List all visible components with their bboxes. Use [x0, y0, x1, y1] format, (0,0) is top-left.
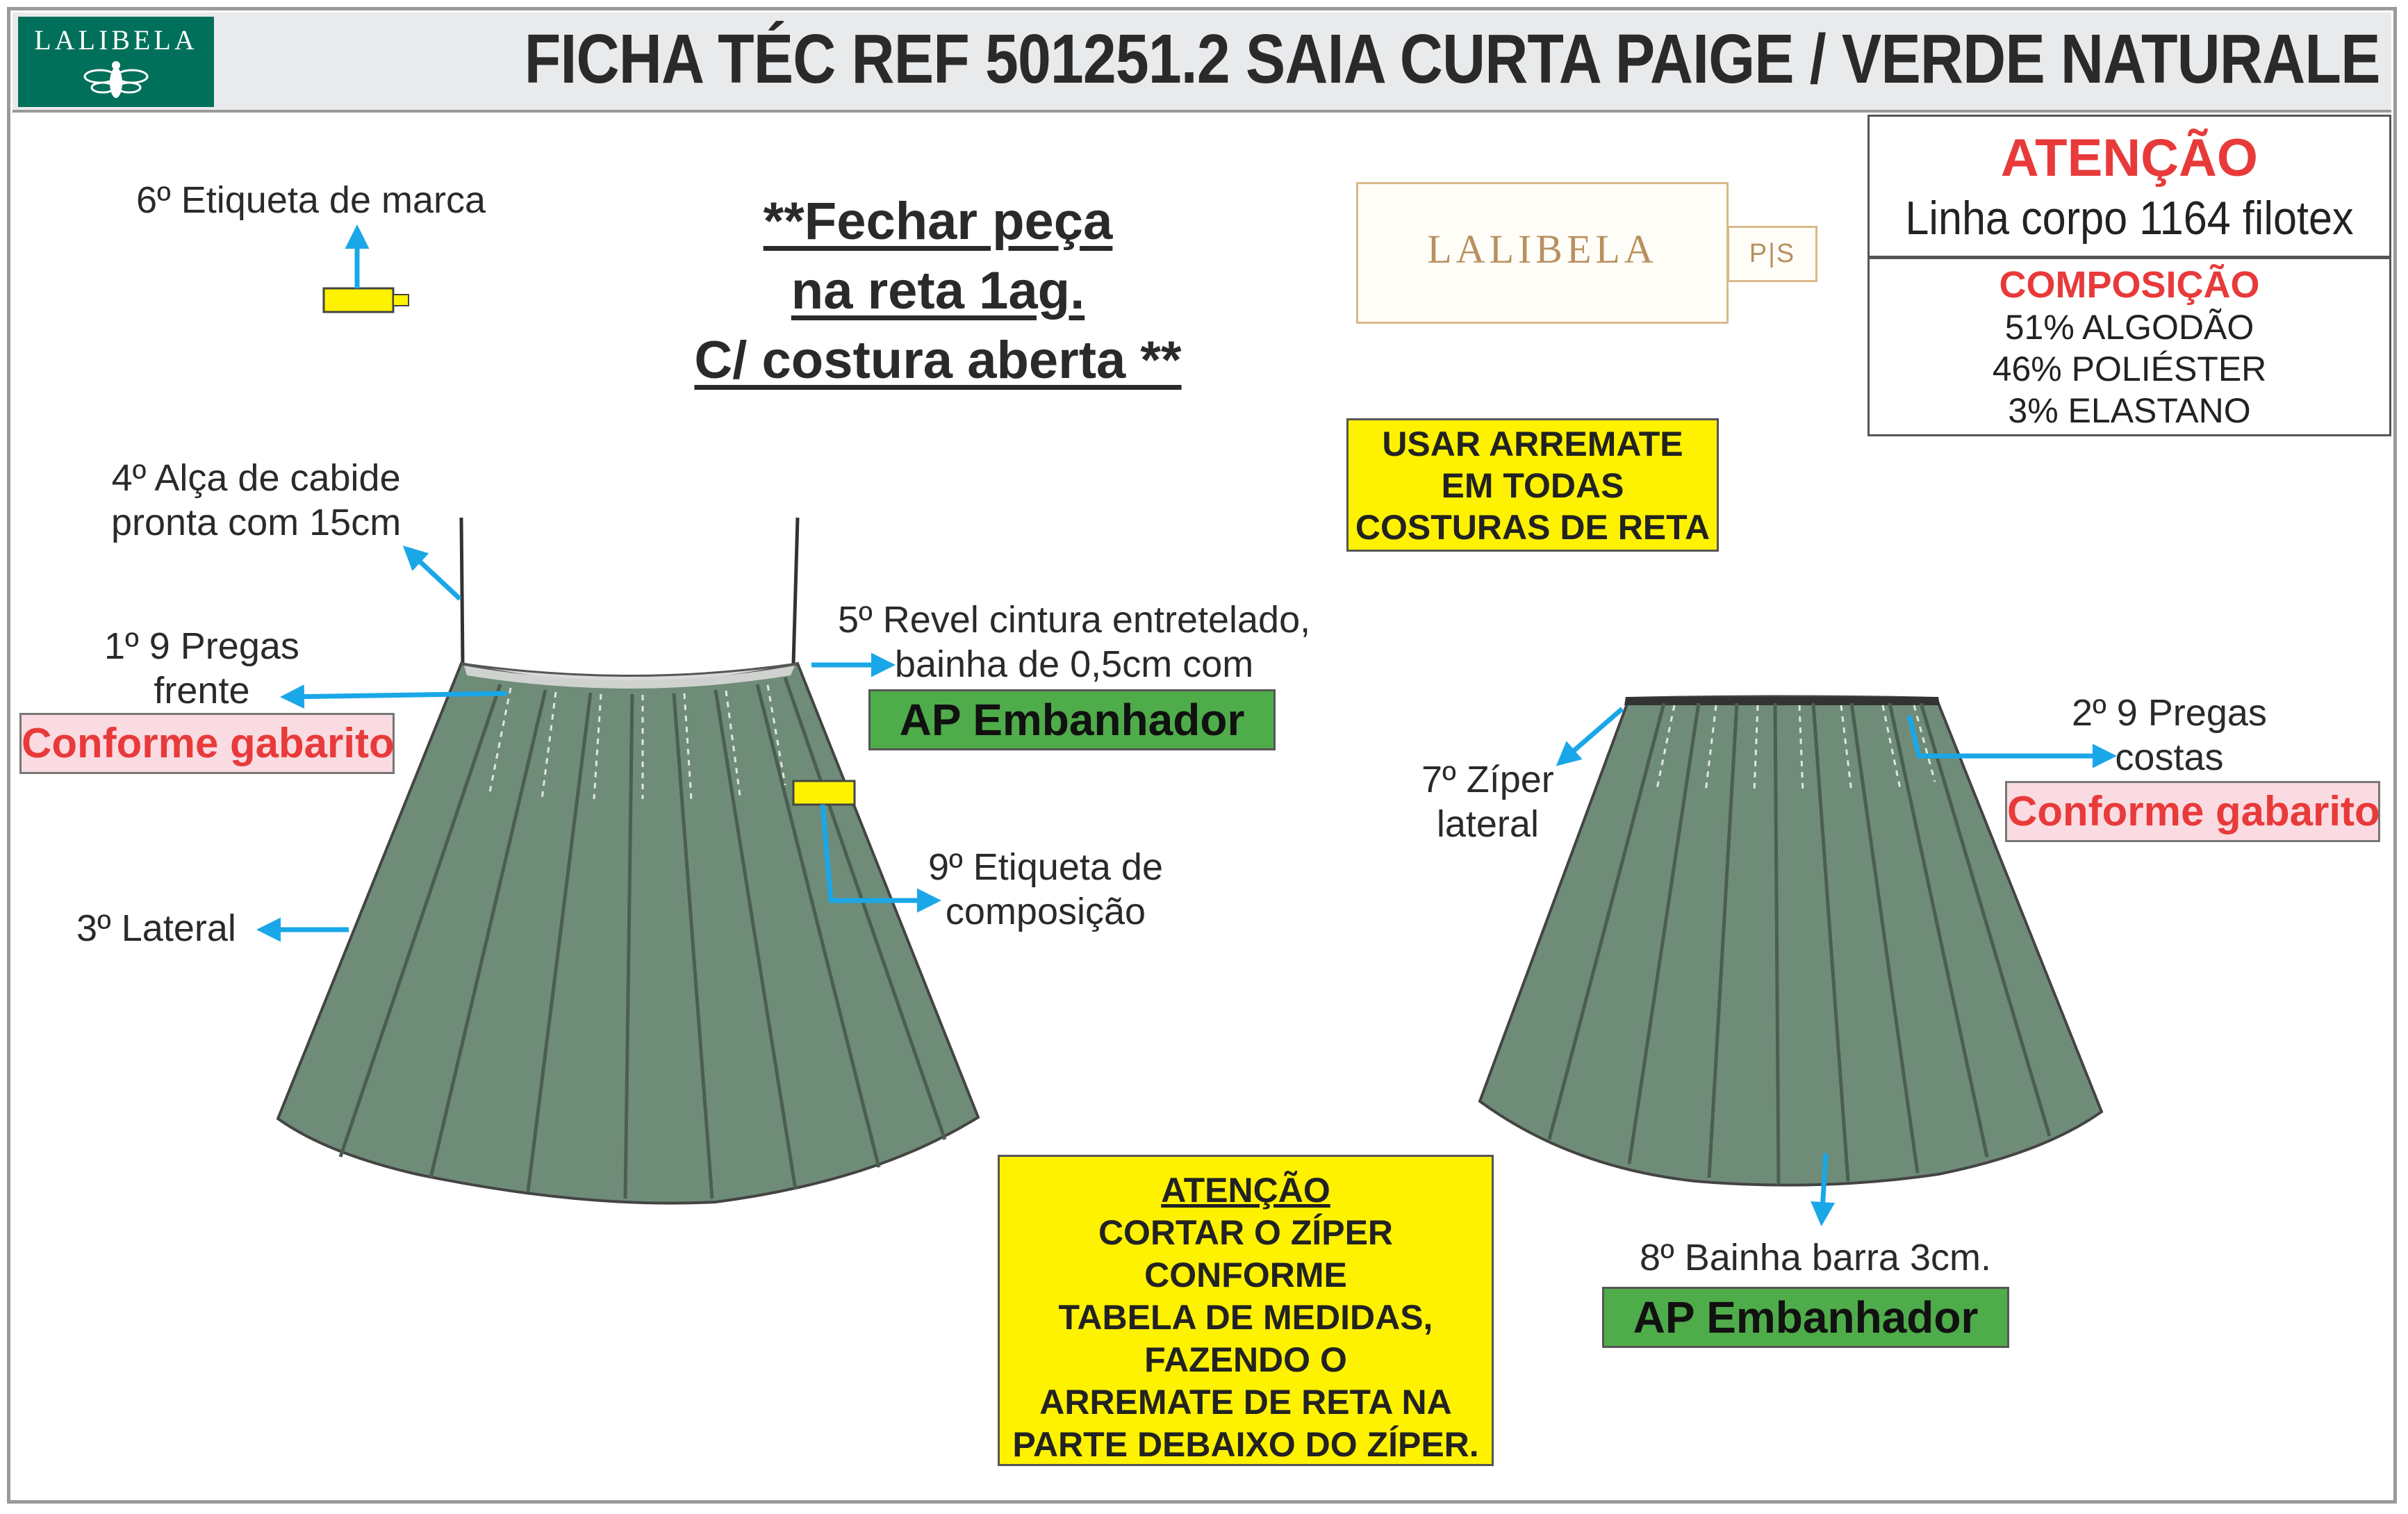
- step-7-line: lateral: [1436, 803, 1539, 845]
- step-7-label: [1421, 757, 1554, 846]
- step-5-line: 5º Revel cintura entretelado,: [838, 599, 1311, 641]
- arrow-4: [406, 549, 460, 599]
- zipper-note-line: PARTE DEBAIXO DO ZÍPER.: [1012, 1425, 1479, 1464]
- brand-tag-icon: [324, 288, 393, 312]
- composition-box: [1867, 257, 2391, 436]
- arremate-line: COSTURAS DE RETA: [1355, 508, 1710, 547]
- step-2-line: 2º 9 Pregas: [2072, 692, 2267, 734]
- step-8-tag: AP Embanhador: [1602, 1287, 2009, 1348]
- step-8-label: 8º Bainha barra 3cm.: [1640, 1237, 1991, 1278]
- step-1-tag: Conforme gabarito: [19, 713, 395, 774]
- zipper-note: [998, 1155, 1494, 1466]
- step-4-line: pronta com 15cm: [111, 502, 402, 543]
- brand-label-text: LALIBELA: [1427, 227, 1658, 272]
- closing-note-line: na reta 1ag.: [791, 261, 1085, 320]
- notice-title: ATENÇÃO: [2000, 129, 2259, 188]
- zipper-note-title: ATENÇÃO: [1161, 1171, 1330, 1210]
- step-1-line: 1º 9 Pregas: [104, 625, 299, 667]
- arremate-line: EM TODAS: [1441, 466, 1624, 505]
- step-5-line: bainha de 0,5cm com: [894, 643, 1254, 685]
- step-5-tag: AP Embanhador: [868, 689, 1276, 750]
- step-9-line: 9º Etiqueta de: [928, 846, 1163, 888]
- composition-title: COMPOSIÇÃO: [1999, 264, 2260, 306]
- brand-label: [1356, 182, 1729, 324]
- zipper-note-line: ARREMATE DE RETA NA: [1039, 1383, 1452, 1422]
- composition-item: 51% ALGODÃO: [2004, 308, 2254, 347]
- composition-item: 3% ELASTANO: [2008, 391, 2251, 430]
- step-9-label: [928, 845, 1163, 934]
- back-skirt-drawing: [1480, 697, 2102, 1185]
- composition-item: 46% POLIÉSTER: [1992, 349, 2267, 388]
- step-1-label: [104, 624, 299, 713]
- notice-box: [1867, 115, 2391, 258]
- step-5-label: [838, 598, 1310, 686]
- zipper-note-line: TABELA DE MEDIDAS,: [1058, 1298, 1433, 1337]
- step-9-line: composição: [945, 891, 1146, 932]
- step-2-line: costas: [2115, 737, 2224, 778]
- step-2-tag: Conforme gabarito: [2005, 781, 2380, 842]
- zipper-note-line: FAZENDO O: [1144, 1340, 1347, 1379]
- step-1-line: frente: [154, 670, 250, 711]
- step-7-line: 7º Zíper: [1421, 759, 1554, 800]
- closing-note-line: C/ costura aberta **: [694, 331, 1182, 390]
- logo-text: LALIBELA: [34, 24, 198, 56]
- step-3-label: 3º Lateral: [76, 907, 236, 949]
- arremate-note: [1346, 418, 1719, 552]
- step-4-label: [111, 456, 401, 545]
- step-6-label: 6º Etiqueta de marca: [136, 179, 486, 221]
- zipper-note-line: CORTAR O ZÍPER: [1098, 1213, 1394, 1252]
- step-2-label: [2072, 691, 2267, 780]
- notice-line: Linha corpo 1164 filotex: [1905, 192, 2354, 245]
- page-title: FICHA TÉC REF 501251.2 SAIA CURTA PAIGE / VERDE NATURALE: [525, 20, 2380, 98]
- closing-note-line: **Fechar peça: [763, 192, 1113, 251]
- zipper-note-line: CONFORME: [1144, 1256, 1347, 1294]
- size-label: P|S: [1727, 226, 1817, 282]
- arrow-1: [285, 693, 507, 697]
- step-4-line: 4º Alça de cabide: [111, 457, 401, 499]
- arremate-line: USAR ARREMATE: [1382, 425, 1683, 463]
